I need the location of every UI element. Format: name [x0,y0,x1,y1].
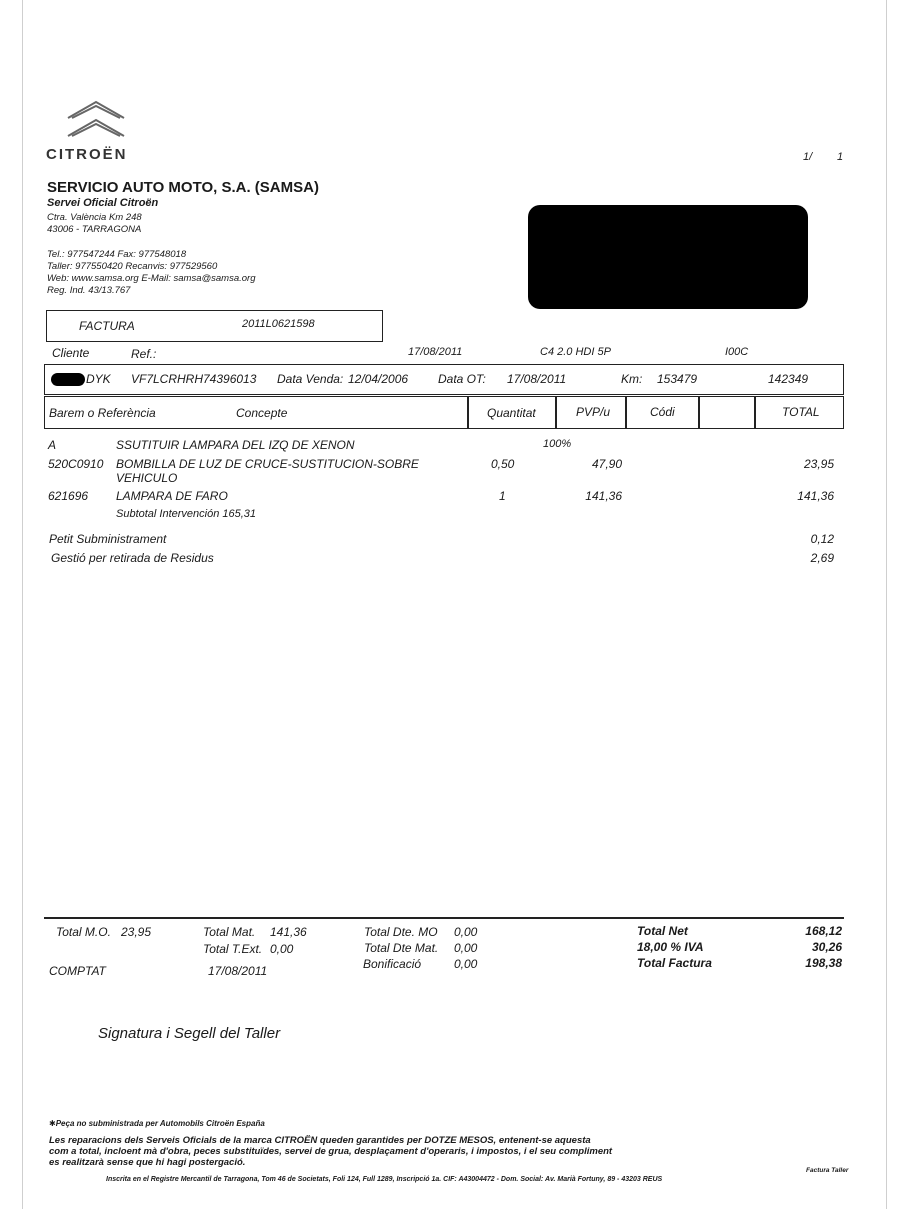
warranty-line-3: es realitzarà sense que hi hagi postergació. [49,1157,246,1168]
total-mo-value: 23,95 [121,925,152,939]
total-mat-label: Total Mat. [203,925,256,939]
line-percentage: 100% [543,438,572,450]
column-divider [625,396,627,429]
payment-date: 17/08/2011 [208,964,268,978]
page-number: 1/ [803,151,813,163]
total-invoice-label: Total Factura [637,956,712,970]
line-ref: 621696 [48,489,89,503]
signature-label: Signatura i Segell del Taller [98,1025,281,1042]
line-quantity: 0,50 [491,457,515,471]
company-registry: Reg. Ind. 43/13.767 [47,285,131,296]
vin: VF7LCRHRH74396013 [131,372,257,386]
redacted-plate [51,373,85,386]
bonification-value: 0,00 [454,957,478,971]
payment-method: COMPTAT [49,964,106,978]
total-dte-mo-value: 0,00 [454,925,478,939]
extra-label: Petit Subministrament [49,532,167,546]
column-divider [555,396,557,429]
company-address-1: Ctra. València Km 248 [47,212,142,223]
column-divider [698,396,700,429]
ref-label: Ref.: [131,347,157,361]
line-total: 23,95 [803,457,834,471]
extra-amount: 0,12 [810,532,834,546]
brand-name: CITROËN [46,146,128,163]
header-pvp: PVP/u [576,405,611,419]
page-total: 1 [837,151,844,163]
sale-date-label: Data Venda: [277,372,344,386]
header-concepte: Concepte [236,406,288,420]
line-concept: BOMBILLA DE LUZ DE CRUCE-SUSTITUCION-SOBRE [116,457,419,471]
line-quantity: 1 [499,489,506,503]
company-web: Web: www.samsa.org E-Mail: samsa@samsa.org [47,273,256,284]
footnote: ✱Peça no subministrada per Automobils Citroën España [49,1119,265,1128]
company-phones: Tel.: 977547244 Fax: 977548018 [47,249,187,260]
client-code: I00C [725,346,749,358]
total-mat-value: 141,36 [270,925,307,939]
header-codi: Códi [650,405,675,419]
km-value: 153479 [657,372,698,386]
client-label: Cliente [52,346,90,360]
company-workshop-phones: Taller: 977550420 Recanvis: 977529560 [47,261,218,272]
form-name: Factura Taller [806,1167,849,1174]
total-invoice-value: 198,38 [805,956,842,970]
km-label: Km: [621,372,643,386]
plate-suffix: DYK [86,372,111,386]
company-subtitle: Servei Oficial Citroën [47,197,159,209]
invoice-label: FACTURA [79,319,135,333]
line-ref: 520C0910 [48,457,104,471]
client-date: 17/08/2011 [408,346,463,358]
header-total: TOTAL [782,405,820,419]
line-unit-price: 141,36 [585,489,622,503]
sale-date: 12/04/2006 [348,372,409,386]
extra-label: Gestió per retirada de Residus [51,551,214,565]
column-divider [754,396,756,429]
total-dte-mat-value: 0,00 [454,941,478,955]
company-name: SERVICIO AUTO MOTO, S.A. (SAMSA) [47,179,319,196]
header-barem: Barem o Referència [49,406,156,420]
page-edge-left [22,0,23,1209]
extra-amount: 2,69 [810,551,834,565]
warranty-line-1: Les reparacions dels Serveis Oficials de la marca CITROËN queden garantides per DOTZE MESOS, entenent-se aquesta [49,1135,591,1146]
total-dte-mat-label: Total Dte Mat. [364,941,439,955]
redacted-customer-address [528,205,808,309]
line-concept-continued: VEHICULO [116,471,178,485]
total-net-value: 168,12 [805,924,842,938]
iva-value: 30,26 [811,940,842,954]
line-unit-price: 47,90 [591,457,622,471]
iva-label: 18,00 % IVA [637,940,704,954]
total-mo-label: Total M.O. [56,925,111,939]
invoice-number: 2011L0621598 [242,318,315,330]
company-address-2: 43006 - TARRAGONA [47,224,142,235]
page-edge-right [886,0,887,1209]
bonification-label: Bonificació [363,957,422,971]
header-quantitat: Quantitat [487,406,536,420]
total-text-value: 0,00 [270,942,294,956]
citroen-logo [56,92,136,146]
ot-date: 17/08/2011 [507,372,567,386]
registry-info: Inscrita en el Registre Mercantil de Tarragona, Tom 46 de Societats, Foli 124, Full 1289, Inscripció 1a. CIF: A43004472 - Dom. Social: Av. Marià Fortuny, 89 - 43203 REUS [106,1176,663,1183]
ot-date-label: Data OT: [438,372,486,386]
line-concept: LAMPARA DE FARO [116,489,228,503]
line-concept: SSUTITUIR LAMPARA DEL IZQ DE XENON [116,438,355,452]
total-text-label: Total T.Ext. [203,942,263,956]
total-net-label: Total Net [637,924,688,938]
subtotal-intervention: Subtotal Intervención 165,31 [116,508,257,520]
warranty-line-2: com a total, incloent mà d'obra, peces substituïdes, servei de grua, desplaçament d'operaris, i impostos, i el seu compliment [49,1146,613,1157]
column-divider [467,396,469,429]
line-total: 141,36 [797,489,834,503]
totals-top-rule [44,917,844,919]
table-header-box [44,396,844,429]
total-dte-mo-label: Total Dte. MO [364,925,438,939]
vehicle-model: C4 2.0 HDI 5P [540,346,611,358]
line-ref: A [48,438,57,452]
vehicle-other-number: 142349 [768,372,809,386]
